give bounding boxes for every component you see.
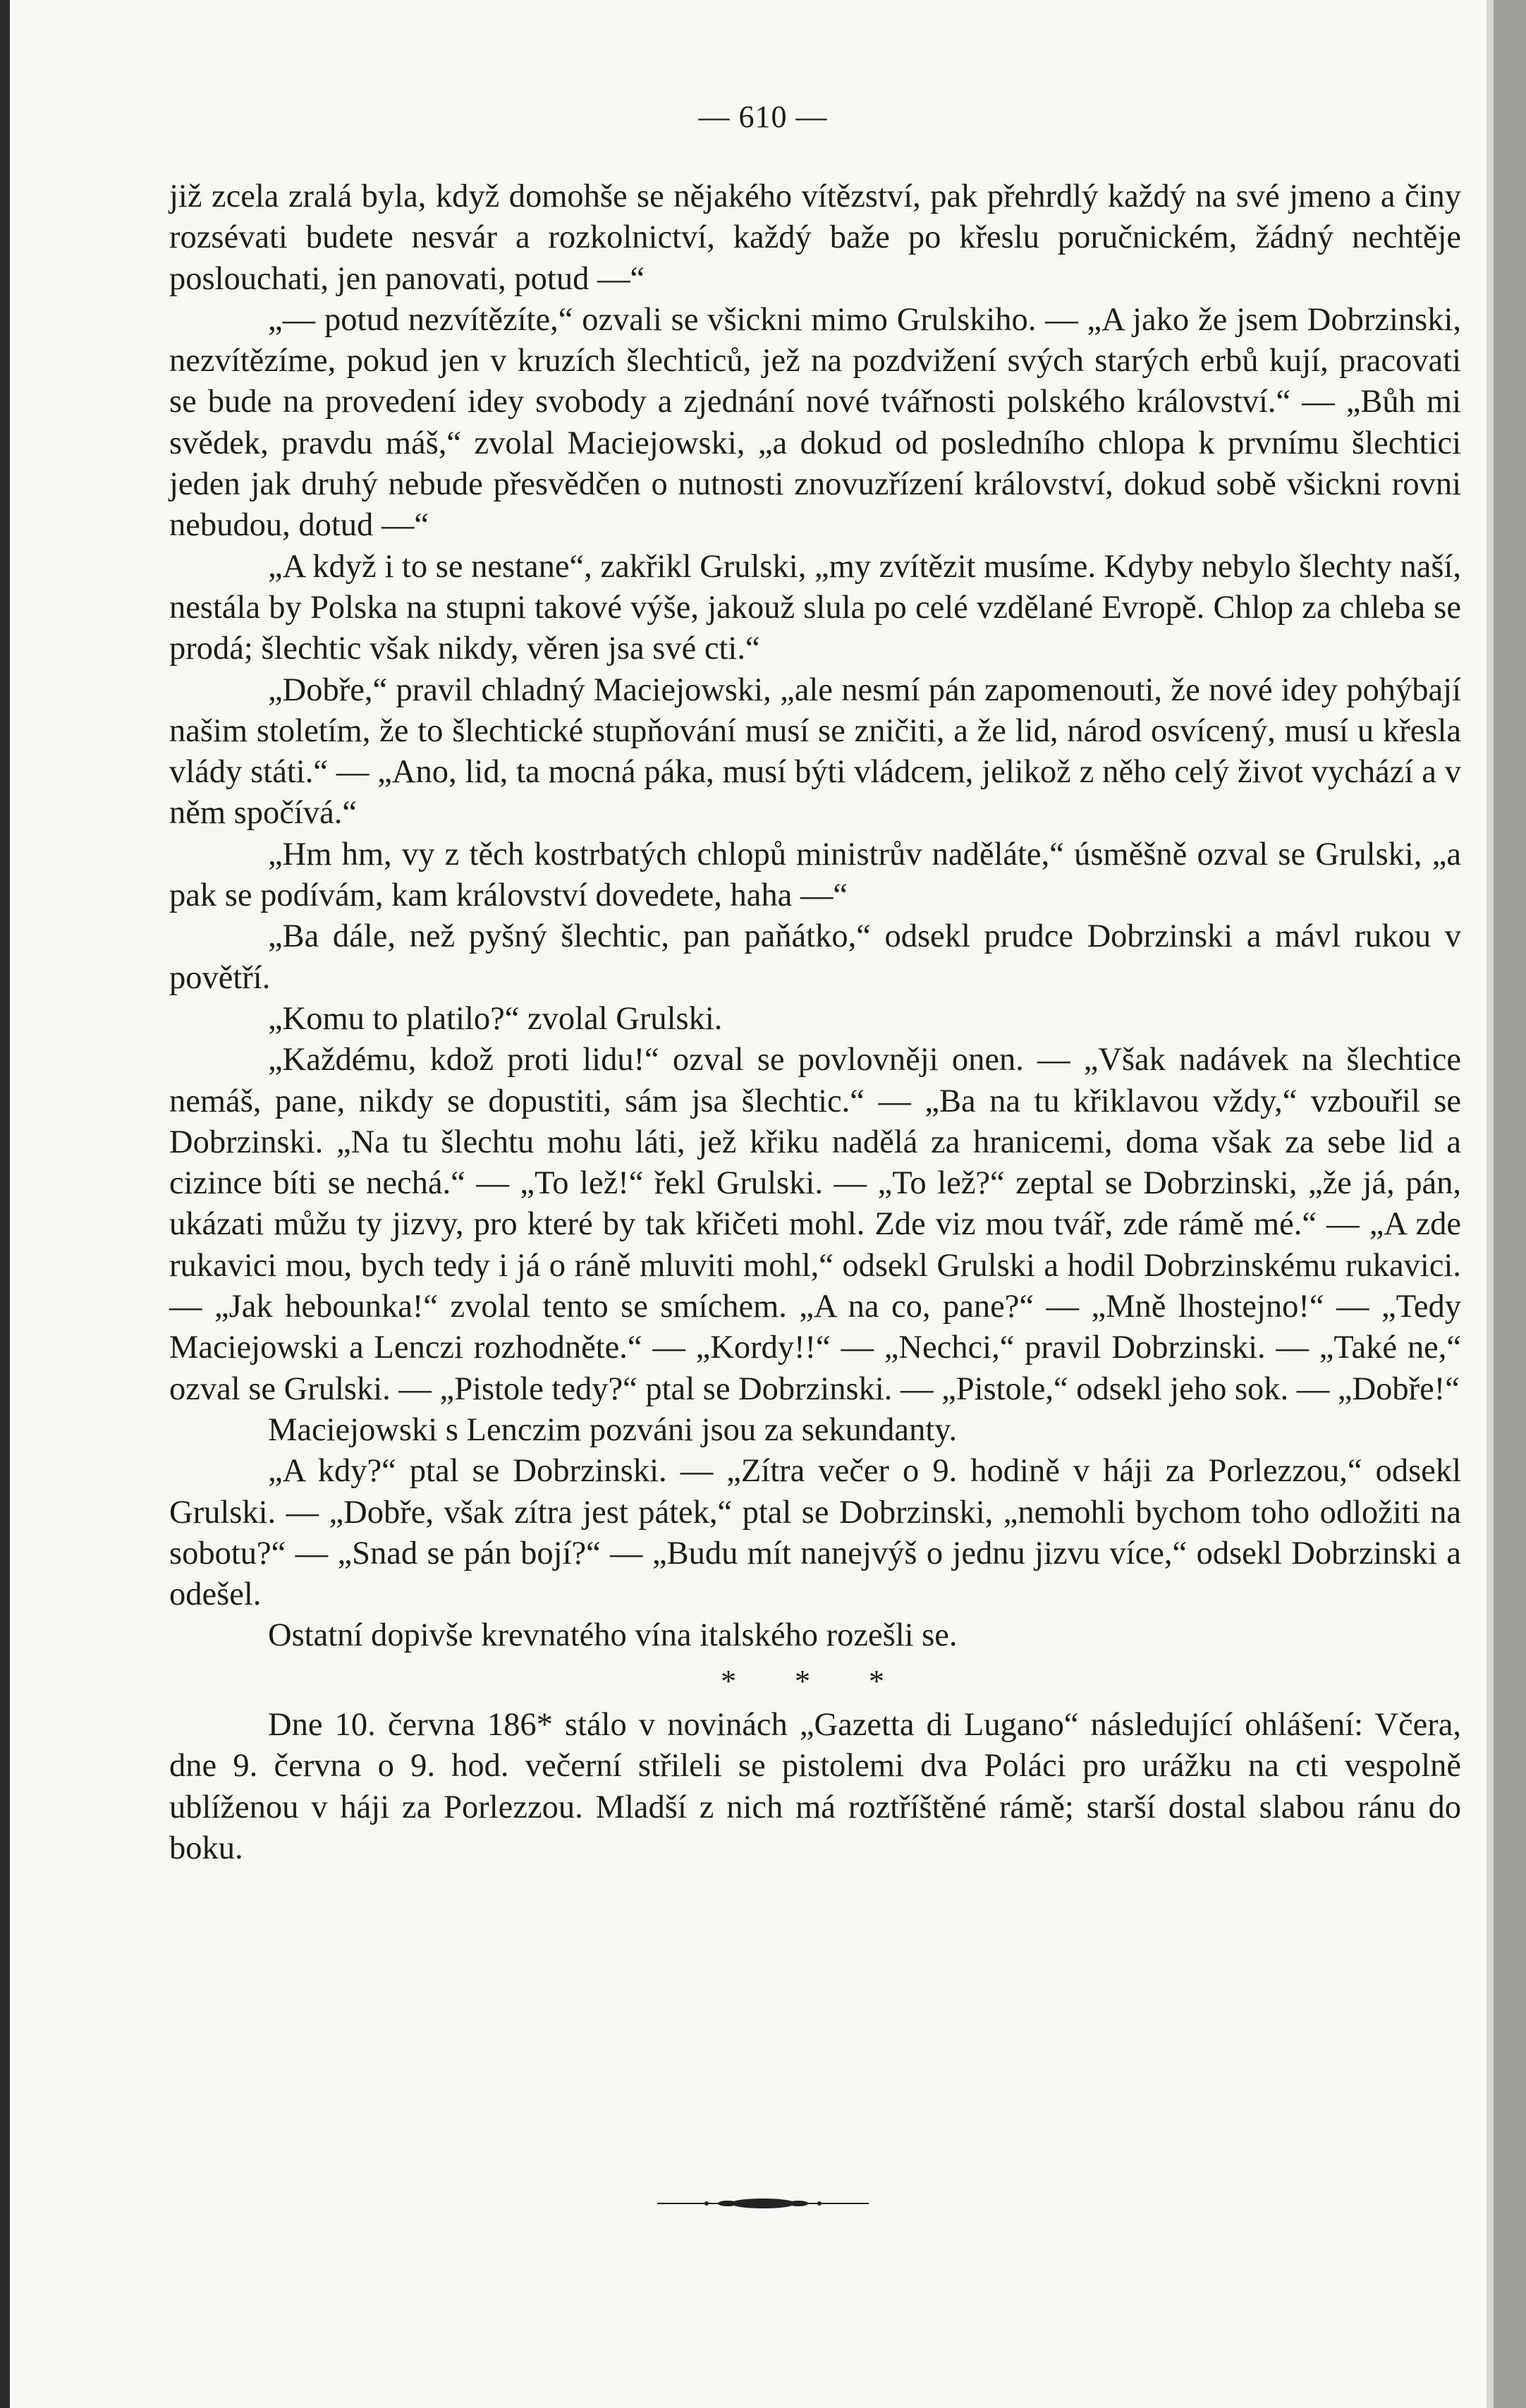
ornament-divider-icon (657, 2195, 869, 2212)
paragraph: „— potud nezvítězíte,“ ozvali se všickni mimo Grulskiho. — „A jako že jsem Dobrzinski, nezvítězíme, pokud jen v kruzích šlechticů, jež na pozdvižení svých starých erbů kují, pracovati se bude na provedení idey svobody a zjednání nové tvářnosti polského království.“ — „Bůh mi svědek, pravdu máš,“ zvolal Maciejowski, „a dokud od posledního chlopa k prvnímu šlechtici jeden jak druhý nebude přesvědčen o nutnosti znovuzřízení království, dokud sobě všickni rovni nebudou, dotud —“ (169, 301, 1461, 544)
paragraph: „Komu to platilo?“ zvolal Grulski. (268, 1000, 723, 1037)
paragraph: „A když i to se nestane“, zakřikl Grulski, „my zvítězit musíme. Kdyby nebylo šlechty naší, nestála by Polska na stupni takové výše, jakouž slula po celé vzdělané Evropě. Chlop za chleba se prodá; šlechtic však nikdy, věren jsa své cti.“ (169, 548, 1461, 667)
paragraph: „Dobře,“ pravil chladný Maciejowski, „ale nesmí pán zapomenouti, že nové idey pohýbají našim stoletím, že to šlechtické stupňování musí se zničiti, a že lid, národ osvícený, musí u křesla vlády státi.“ — „Ano, lid, ta mocná páka, musí býti vládcem, jelikož z něho celý život vychází a v něm spočívá.“ (169, 671, 1461, 832)
paragraph: „A kdy?“ ptal se Dobrzinski. — „Zítra večer o 9. hodině v háji za Porlezzou,“ odsekl Grulski. — „Dobře, však zítra jest pátek,“ ptal se Dobrzinski, „nemohli bychom toho odložiti na sobotu?“ — „Snad se pán bojí?“ — „Budu mít nanejvýš o jednu jizvu více,“ odsekl Dobrzinski a odešel. (169, 1453, 1461, 1613)
paragraph: Maciejowski s Lenczim pozváni jsou za sekundanty. (268, 1411, 958, 1448)
body-text (169, 176, 1461, 1869)
paragraph: Ostatní dopivše krevnatého vína italského rozešli se. (268, 1617, 958, 1654)
paragraph: „Ba dále, než pyšný šlechtic, pan paňátko,“ odsekl prudce Dobrzinski a mávl rukou v povětří. (169, 918, 1461, 996)
page-number: — 610 — (698, 99, 828, 134)
scan-edge-shadow (1487, 0, 1494, 2408)
scan-edge-right (1494, 0, 1526, 2408)
closing-paragraph: Dne 10. června 186* stálo v novinách „Gazetta di Lugano“ následující ohlášení: Včera, dne 9. června o 9. hod. večerní střileli se pistolemi dva Poláci pro urážku na cti vespolně ublíženou v háji za Porlezzou. Mladší z nich má roztříštěné rámě; starší dostal slabou ránu do boku. (169, 1706, 1461, 1866)
section-divider: * * * (721, 1663, 910, 1698)
paragraph: „Hm hm, vy z těch kostrbatých chlopů ministrův naděláte,“ úsměšně ozval se Grulski, „a pak se podívám, kam království dovedete, haha —“ (169, 836, 1461, 914)
paragraph: již zcela zralá byla, když domohše se nějakého vítězství, pak přehrdlý každý na své jmeno a činy rozsévati budete nesvár a rozkolnictví, každý baže po křeslu poručnickém, žádný nechtěje poslouchati, jen panovati, potud —“ (169, 178, 1461, 297)
scan-edge-left (0, 0, 10, 2408)
paragraph: „Každému, kdož proti lidu!“ ozval se povlovněji onen. — „Však nadávek na šlechtice nemáš, pane, nikdy se dopustiti, sám jsa šlechtic.“ — „Ba na tu křiklavou vždy,“ vzbouřil se Dobrzinski. „Na tu šlechtu mohu láti, jež křiku nadělá za hranicemi, doma však za sebe lid a cizince bíti se nechá.“ — „To lež!“ řekl Grulski. — „To lež?“ zeptal se Dobrzinski, „že já, pán, ukázati můžu ty jizvy, pro které by tak křičeti mohl. Zde viz mou tvář, zde rámě mé.“ — „A zde rukavici mou, bych tedy i já o ráně mluviti mohl,“ odsekl Grulski a hodil Dobrzinskému rukavici. — „Jak hebounka!“ zvolal tento se smíchem. „A na co, pane?“ — „Mně lhostejno!“ — „Tedy Maciejowski a Lenczi rozhodněte.“ — „Kordy!!“ — „Nechci,“ pravil Dobrzinski. — „Také ne,“ ozval se Grulski. — „Pistole tedy?“ ptal se Dobrzinski. — „Pistole,“ odsekl jeho sok. — „Dobře!“ (169, 1042, 1461, 1407)
